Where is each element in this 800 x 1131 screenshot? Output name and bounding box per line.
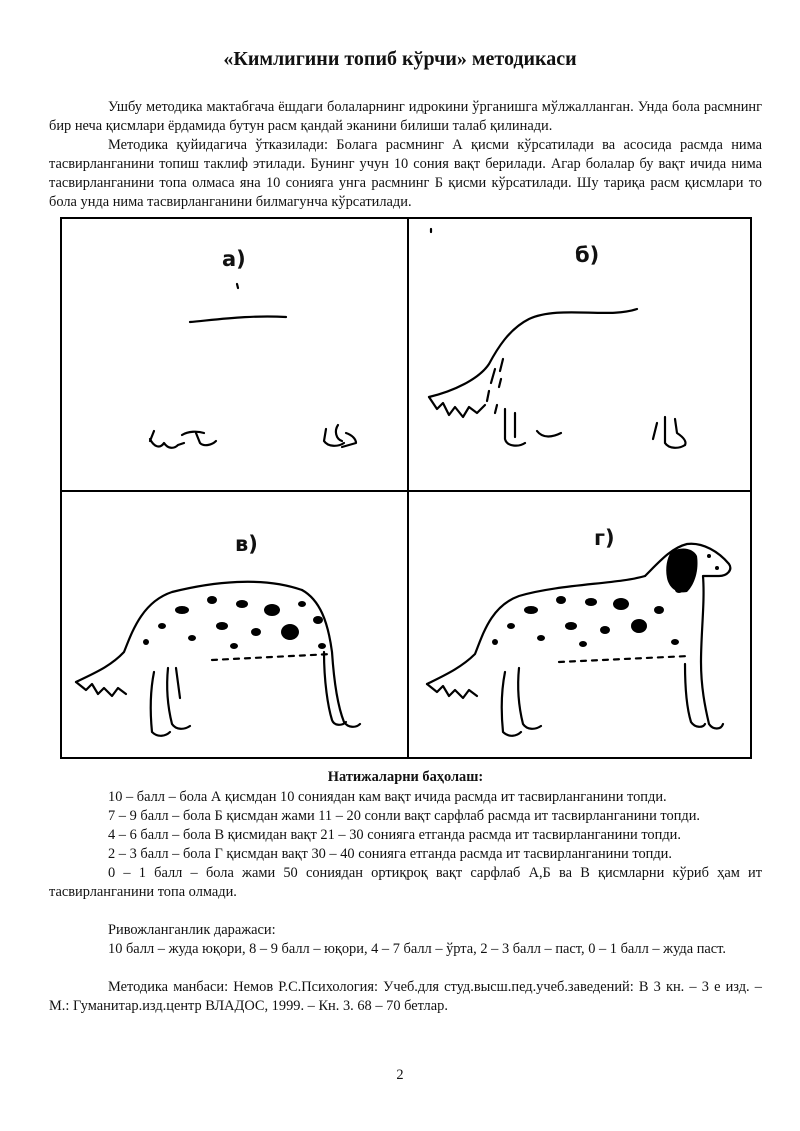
panel-g-drawing [409,492,753,762]
level-scale: 10 балл – жуда юқори, 8 – 9 балл – юқори, 4 – 7 балл – ўрта, 2 – 3 балл – паст, 0 – 1 балл – жуда паст. [108,941,726,957]
panel-a-label: а) [222,247,246,271]
page-title: «Кимлигини топиб кўрчи» методикаси [223,48,577,70]
panel-g [409,492,753,762]
result-item: 7 – 9 балл – бола Б қисмдан жами 11 – 20 сонли вақт сарфлаб расмда ит тасвирланганини топди. [108,808,701,824]
level-heading: Ривожланганлик даражаси: [108,922,276,938]
panel-v [62,492,406,762]
page-number: 2 [396,1067,404,1083]
panel-v-drawing [62,492,406,762]
panel-b-drawing [409,219,753,489]
panel-b [409,219,753,489]
intro-paragraph-2: Методика қуйидагича ўтказилади: Болага расмнинг А қисми кўрсатилади ва асосида расмда нима тасвирланганини топиш таклиф этилади. Бунинг учун 10 сония вақт берилади. Агар болалар бу вақт ичида нима тасвирланганини топа олмаса яна 10 сонияга унга расмнинг Б қисми кўрсатилади. Шу тариқа расм қисмлари то бола унда нима тасвирланганини билмагунча кўрсатилади. [49,137,762,210]
results-heading: Натижаларни баҳолаш: [327,769,484,785]
panel-g-label: г) [594,526,615,550]
result-item: 10 – балл – бола А қисмдан 10 сониядан кам вақт ичида расмда ит тасвирланганини топди. [108,789,667,805]
source-citation: Методика манбаси: Немов Р.С.Психология: Учеб.для студ.высш.пед.учеб.заведений: В 3 кн. – 3 е изд. – М.: Гуманитар.изд.центр ВЛАДОС, 1999. – Кн. 3. 68 – 70 бетлар. [49,979,762,1014]
results-section [49,768,762,1016]
panel-v-label: в) [235,532,258,556]
panel-a [62,219,406,489]
result-item: 0 – 1 балл – бола жами 50 сониядан ортиқроқ вақт сарфлаб А,Б ва В қисмларни кўриб ҳам ит тасвирланганини топа олмади. [49,865,762,900]
result-item: 2 – 3 балл – бола Г қисмдан вақт 30 – 40 сонияга етганда расмда ит тасвирланганини топди. [108,846,672,862]
result-item: 4 – 6 балл – бола В қисмидан вақт 21 – 30 сонияга етганда расмда ит тасвирланганини топди. [108,827,681,843]
panel-a-drawing [62,219,406,489]
dog-figure-grid [60,217,752,759]
panel-b-label: б) [575,243,600,267]
intro-paragraph-1: Ушбу методика мактабгача ёшдаги болаларнинг идрокини ўрганишга мўлжалланган. Унда бола расмнинг бир неча қисмлари ёрдамида бутун расм қандай эканини билиши талаб қилинади. [49,99,762,134]
